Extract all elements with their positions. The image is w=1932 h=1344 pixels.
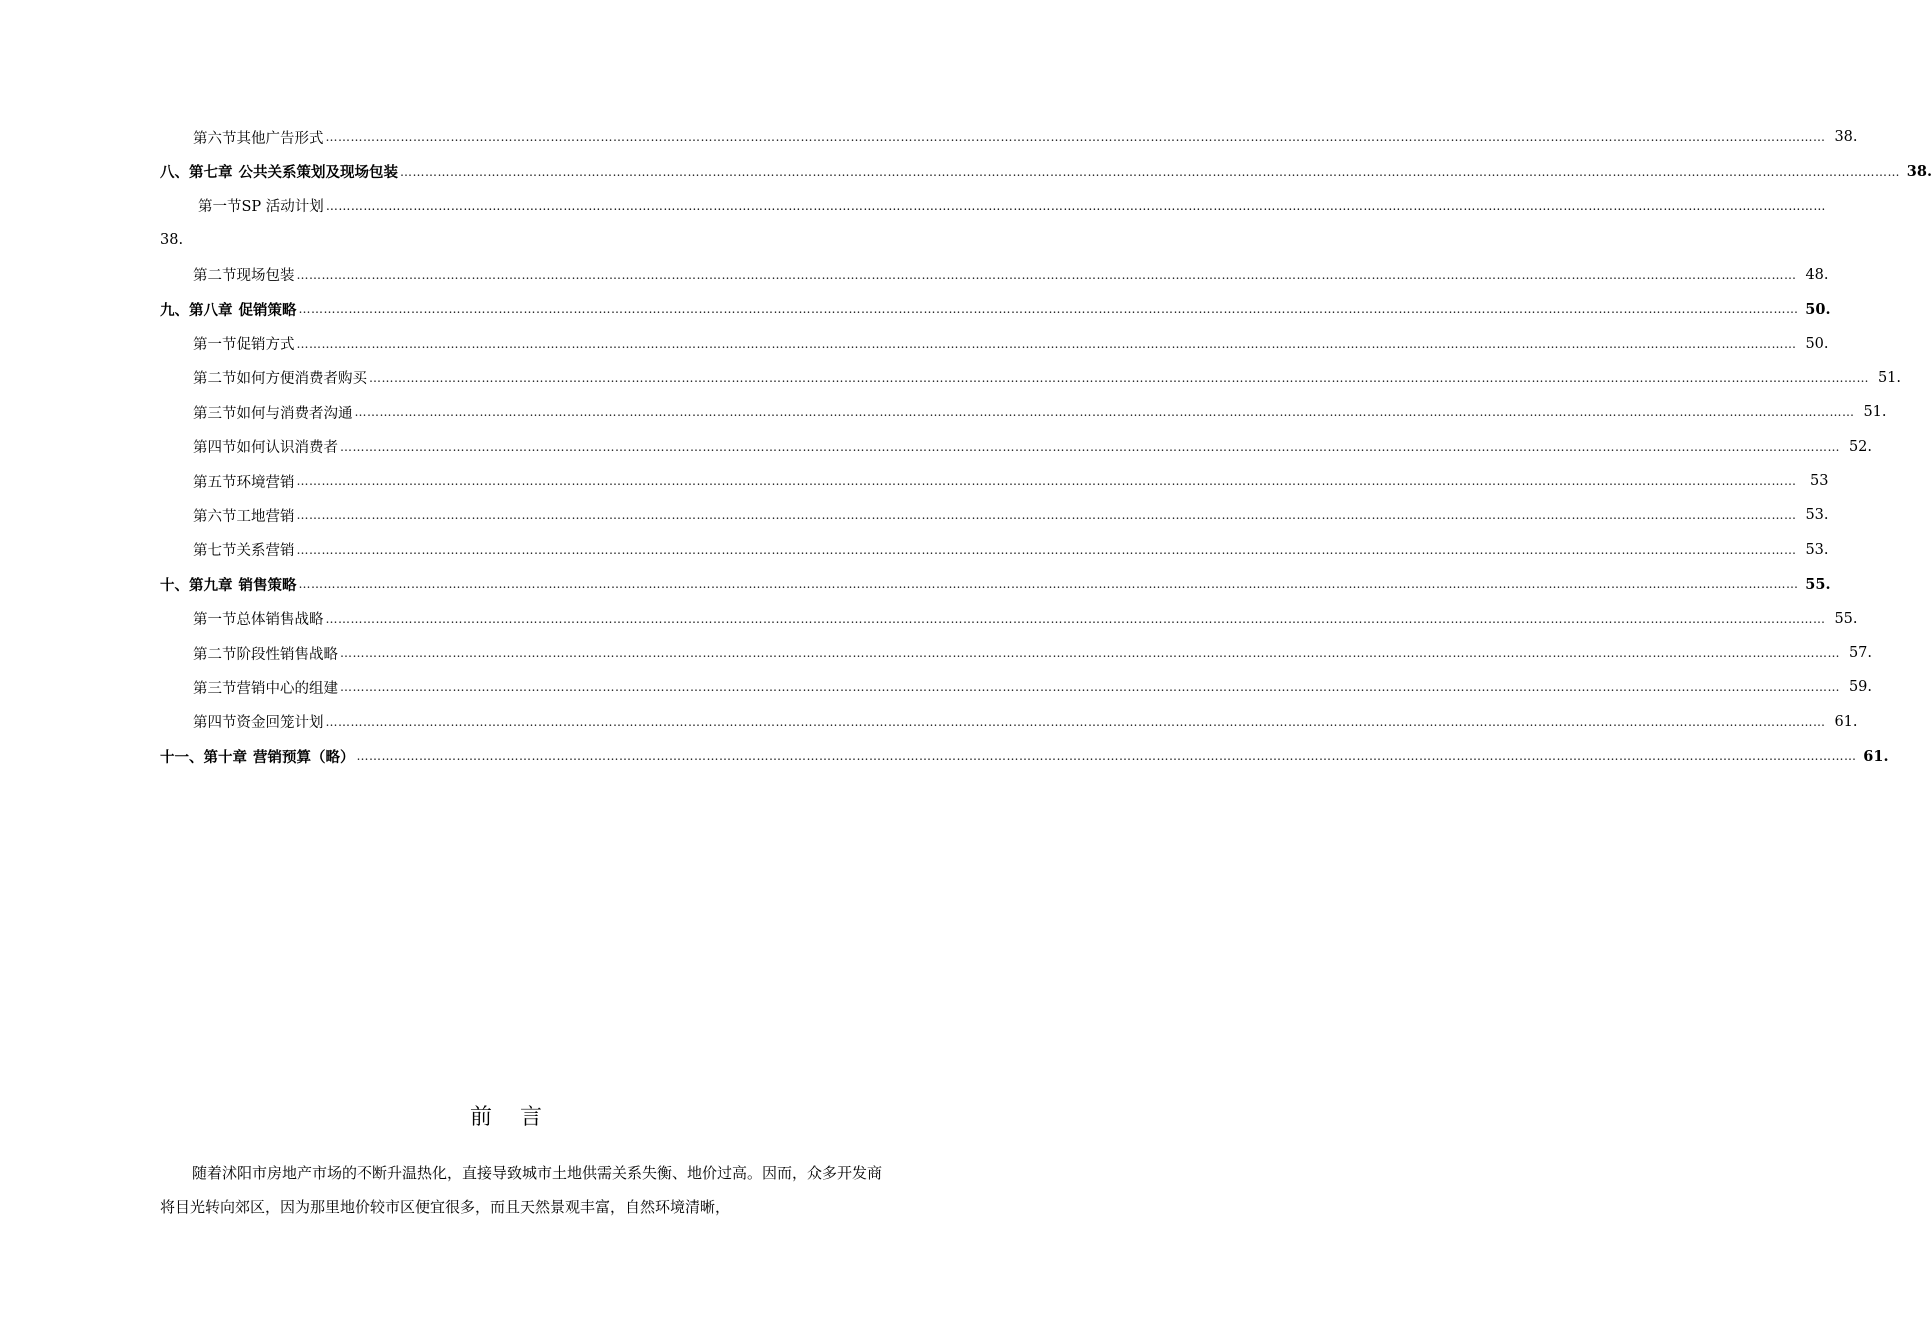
toc-entry-title: 促销策略 (238, 301, 297, 319)
toc-entry-title: 资金回笼计划 (236, 715, 324, 732)
toc-entry-number: 第一节 (198, 199, 242, 216)
dot-leader: ……………………………………………………………………………………………………………………………………………………………………………………………………………………………………………………………………………………………………………………………… (296, 508, 1797, 523)
toc-entry[interactable] (160, 395, 1887, 429)
toc-entry[interactable] (160, 601, 1858, 635)
toc-entry-page: 57. (1848, 645, 1872, 662)
toc-entry-number: 第六节 (193, 130, 237, 147)
toc-entry-title: 公共关系策划及现场包装 (238, 164, 398, 182)
toc-entry-title: 总体销售战略 (236, 612, 324, 629)
toc-entry[interactable] (160, 464, 1829, 498)
toc-entry-page: 38. (160, 232, 184, 249)
toc-entry-number: 九、第八章 (160, 301, 233, 319)
dot-leader: ……………………………………………………………………………………………………………………………………………………………………………………………………………………………………………………………………………………………………………………………… (296, 336, 1797, 351)
toc-entry-page: 61. (1863, 747, 1889, 765)
toc-entry-number: 十一、第十章 (160, 748, 247, 766)
dot-leader: ……………………………………………………………………………………………………………………………………………………………………………………………………………………………………………………………………………………………………………………………… (356, 749, 1857, 764)
toc-entry[interactable] (160, 636, 1872, 670)
toc-entry-number: 第三节 (193, 680, 237, 697)
preface-body (160, 1156, 882, 1224)
toc-chapter-entry[interactable] (160, 739, 1889, 773)
toc-entry-title: 关系营销 (236, 543, 295, 560)
toc-entry-page: 61. (1834, 713, 1858, 730)
toc-entry-page: 59. (1848, 679, 1872, 696)
toc-entry-title: 环境营销 (236, 474, 295, 491)
preface-paragraph: 随着沭阳市房地产市场的不断升温热化，直接导致城市土地供需关系失衡、地价过高。因而，众多开发商将目光转向郊区，因为那里地价较市区便宜很多，而且天然景观丰富，自然环境清晰， (160, 1164, 883, 1216)
toc-entry-number: 第二节 (193, 371, 237, 388)
toc-chapter-entry[interactable] (160, 567, 1831, 601)
toc-entry-title: 工地营销 (236, 508, 295, 525)
toc-entry[interactable] (160, 189, 1826, 223)
toc-entry-page: 55. (1805, 575, 1831, 593)
toc-entry[interactable] (160, 533, 1829, 567)
toc-chapter-entry[interactable] (160, 154, 1932, 188)
toc-entry-page: 48. (1805, 266, 1829, 283)
dot-leader: ……………………………………………………………………………………………………………………………………………………………………………………………………………………………………………………………………………………………………………………………… (325, 130, 1826, 145)
toc-entry-page-continued (160, 223, 882, 257)
toc-entry-title: 促销方式 (236, 337, 295, 354)
toc-entry[interactable] (160, 120, 1858, 154)
toc-entry[interactable] (160, 430, 1872, 464)
toc-entry-page: 55. (1834, 610, 1858, 627)
dot-leader: ……………………………………………………………………………………………………………………………………………………………………………………………………………………………………………………………………………………………………………………………… (298, 302, 1799, 317)
toc-entry-page: 50. (1805, 300, 1831, 318)
dot-leader: ……………………………………………………………………………………………………………………………………………………………………………………………………………………………………………………………………………………………………………………………… (369, 370, 1869, 385)
toc-entry[interactable] (160, 361, 1901, 395)
toc-entry-title: 营销中心的组建 (236, 680, 338, 697)
toc-entry-title: 营销预算（略） (253, 748, 355, 766)
toc-entry-number: 第六节 (193, 508, 237, 525)
toc-entry[interactable] (160, 326, 1829, 360)
toc-entry[interactable] (160, 705, 1858, 739)
dot-leader: ……………………………………………………………………………………………………………………………………………………………………………………………………………………………………………………………………………………………………………………………… (296, 542, 1797, 557)
toc-entry-title: 销售策略 (238, 576, 297, 594)
dot-leader: ……………………………………………………………………………………………………………………………………………………………………………………………………………………………………………………………………………………………………………………………… (298, 577, 1799, 592)
toc-entry-title: 如何认识消费者 (236, 440, 338, 457)
toc-entry-page: 53 (1810, 473, 1829, 490)
toc-entry-page: 38. (1834, 129, 1858, 146)
dot-leader: ……………………………………………………………………………………………………………………………………………………………………………………………………………………………………………………………………………………………………………………………… (325, 198, 1826, 213)
toc-entry-number: 第三节 (193, 405, 237, 422)
dot-leader: ……………………………………………………………………………………………………………………………………………………………………………………………………………………………………………………………………………………………………………………………… (296, 267, 1797, 282)
toc-entry[interactable] (160, 670, 1872, 704)
dot-leader: ……………………………………………………………………………………………………………………………………………………………………………………………………………………………………………………………………………………………………………………………… (325, 714, 1826, 729)
toc-entry-number: 第一节 (193, 337, 237, 354)
toc-entry-page: 52. (1848, 438, 1872, 455)
toc-chapter-entry[interactable] (160, 292, 1831, 326)
toc-entry[interactable] (160, 258, 1829, 292)
dot-leader: ……………………………………………………………………………………………………………………………………………………………………………………………………………………………………………………………………………………………………………………………… (296, 474, 1797, 489)
toc-entry-number: 第七节 (193, 543, 237, 560)
toc-entry-title: 现场包装 (236, 268, 295, 285)
toc-entry-number: 第四节 (193, 440, 237, 457)
toc-entry-page: 38. (1906, 163, 1932, 181)
toc-entry-page: 53. (1805, 541, 1829, 558)
toc-entry-page: 51. (1877, 369, 1901, 386)
toc-entry-page: 50. (1805, 335, 1829, 352)
toc-entry-title: 其他广告形式 (236, 130, 324, 147)
toc-entry-title: SP 活动计划 (241, 199, 324, 216)
toc-entry-page: 53. (1805, 507, 1829, 524)
dot-leader: ……………………………………………………………………………………………………………………………………………………………………………………………………………………………………………………………………………………………………………………………… (354, 405, 1855, 420)
toc-entry-number: 第二节 (193, 268, 237, 285)
dot-leader: ……………………………………………………………………………………………………………………………………………………………………………………………………………………………………………………………………………………………………………………………… (340, 439, 1840, 454)
toc-entry-number: 第五节 (193, 474, 237, 491)
table-of-contents (160, 120, 1932, 773)
toc-entry-title: 如何与消费者沟通 (236, 405, 353, 422)
toc-entry-number: 十、第九章 (160, 576, 233, 594)
dot-leader: ……………………………………………………………………………………………………………………………………………………………………………………………………………………………………………………………………………………………………………………………… (325, 611, 1826, 626)
dot-leader: ……………………………………………………………………………………………………………………………………………………………………………………………………………………………………………………………………………………………………………………………… (340, 680, 1840, 695)
dot-leader: ……………………………………………………………………………………………………………………………………………………………………………………………………………………………………………………………………………………………………………………………… (340, 646, 1840, 661)
toc-entry-number: 第一节 (193, 612, 237, 629)
toc-entry-page: 51. (1863, 404, 1887, 421)
toc-entry-number: 第二节 (193, 646, 237, 663)
toc-entry-number: 第四节 (193, 715, 237, 732)
dot-leader: ……………………………………………………………………………………………………………………………………………………………………………………………………………………………………………………………………………………………………………………………… (400, 164, 1900, 179)
preface-heading: 前言 (469, 1105, 570, 1130)
toc-entry-title: 如何方便消费者购买 (236, 371, 367, 388)
toc-entry-number: 八、第七章 (160, 164, 233, 182)
toc-entry[interactable] (160, 498, 1829, 532)
toc-entry-title: 阶段性销售战略 (236, 646, 338, 663)
